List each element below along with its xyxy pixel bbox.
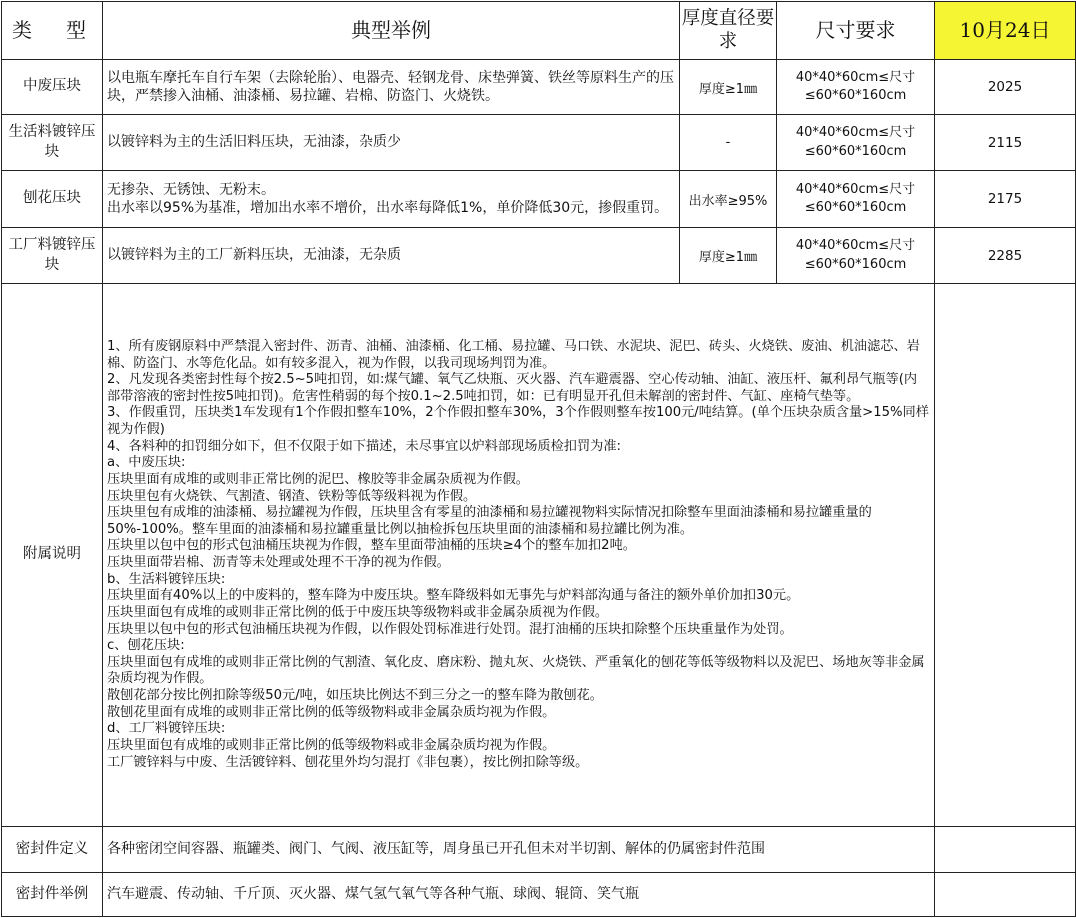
seal-definition-row <box>2 827 1076 873</box>
row-type: 中废压块 <box>2 60 103 115</box>
row-size-max: ≤60*60*160cm <box>804 256 907 272</box>
seal-examples-label: 密封件举例 <box>2 873 103 917</box>
seal-definition-price-cell <box>935 827 1076 873</box>
row-size-min: 40*40*60cm≤尺寸 <box>795 125 916 141</box>
notes-label: 附属说明 <box>2 284 103 827</box>
note-line: 压块里面有40%以上的中废料的，整车降为中废压块。整车降级料如无事先与炉料部沟通与备注的额外单价加扣30元。 <box>107 588 800 604</box>
header-type: 类 型 <box>2 2 103 60</box>
row-size-min: 40*40*60cm≤尺寸 <box>795 69 916 85</box>
note-line: 压块里面包有成堆的或则非正常比例的低等级物料或非金属杂质均视为作假。 <box>107 737 556 753</box>
note-line: 压块里包有火烧铁、气割渣、钢渣、铁粉等低等级料视为作假。 <box>107 488 477 504</box>
row-type: 刨花压块 <box>2 171 103 228</box>
note-line: 散刨花里面有成堆的或则非正常比例的低等级物料或非金属杂质均视为作假。 <box>107 704 556 720</box>
row-size-max: ≤60*60*160cm <box>804 143 907 159</box>
row-price: 2175 <box>935 171 1076 228</box>
row-type: 工厂料镀锌压块 <box>2 228 103 284</box>
row-price: 2025 <box>935 60 1076 115</box>
header-example: 典型举例 <box>103 2 680 60</box>
note-line: 3、作假重罚，压块类1车发现有1个作假扣整车10%，2个作假扣整车30%，3个作假则整车按100元/吨结算。(单个压块杂质含量>15%同样视为作假) <box>107 405 929 437</box>
row-thickness: - <box>680 115 777 171</box>
note-line: 压块里以包中包的形式包油桶压块视为作假，整车里面带油桶的压块≥4个的整车加扣2吨。 <box>107 538 636 554</box>
seal-examples-price-cell <box>935 873 1076 917</box>
table-row <box>2 228 1076 284</box>
row-thickness: 厚度≥1㎜ <box>680 60 777 115</box>
price-table <box>1 1 1076 917</box>
note-line: 4、各料种的扣罚细分如下，但不仅限于如下描述，未尽事宜以炉料部现场质检扣罚为准: <box>107 438 621 454</box>
note-line: 压块里面包有成堆的或则非正常比例的气割渣、氧化皮、磨床粉、抛丸灰、火烧铁、严重氧化的刨花等低等级物料以及泥巴、场地灰等非金属杂质均视为作假。 <box>107 654 925 687</box>
seal-definition-text: 各种密闭空间容器、瓶罐类、阀门、气阀、液压缸等，周身虽已开孔但未对半切割、解体的仍属密封件范围 <box>103 827 935 873</box>
table-row <box>2 115 1076 171</box>
notes-content <box>103 284 935 827</box>
row-size-min: 40*40*60cm≤尺寸 <box>795 238 916 254</box>
header-size: 尺寸要求 <box>777 2 935 60</box>
seal-examples-text: 汽车避震、传动轴、千斤顶、灭火器、煤气氢气氧气等各种气瓶、球阀、辊筒、笑气瓶 <box>103 873 935 917</box>
note-line: 压块里面带岩棉、沥青等未处理或处理不干净的视为作假。 <box>107 555 450 570</box>
row-price: 2285 <box>935 228 1076 284</box>
row-size <box>777 115 935 171</box>
row-size-max: ≤60*60*160cm <box>804 88 907 103</box>
note-line: 2、凡发现各类密封性每个按2.5~5吨扣罚，如:煤气罐、氧气乙炔瓶、灭火器、汽车避震器、空心传动轴、油缸、液压杆、氟利昂气瓶等(内部带溶液的密封性按5吨扣罚)。危害性稍弱的每个按0.1~2.5吨扣罚，如：已有明显开孔但未解剖的密封件、气缸、座椅气垫等。 <box>107 372 918 404</box>
note-line: b、生活料镀锌压块: <box>107 571 226 587</box>
row-size <box>777 228 935 284</box>
row-thickness: 厚度≥1㎜ <box>680 228 777 284</box>
note-line: a、中废压块: <box>107 455 186 471</box>
notes-price-cell <box>935 284 1076 827</box>
header-thickness: 厚度直径要求 <box>680 2 777 60</box>
header-date: 10月24日 <box>935 2 1076 60</box>
row-size-min: 40*40*60cm≤尺寸 <box>795 181 916 197</box>
note-line: 压块里面包有成堆的或则非正常比例的低于中废压块等级物料或非金属杂质视为作假。 <box>107 604 609 620</box>
note-line: 压块里包有成堆的油漆桶、易拉罐视为作假，压块里含有零星的油漆桶和易拉罐视物料实际情况扣除整车里面油漆桶和易拉罐重量的50%-100%。整车里面的油漆桶和易拉罐重量比例以抽检拆包压块里面的油漆桶和易拉罐比例为准。 <box>107 505 872 537</box>
seal-examples-row <box>2 873 1076 917</box>
row-size-max: ≤60*60*160cm <box>804 200 907 215</box>
note-line: 压块里面有成堆的或则非正常比例的泥巴、橡胶等非金属杂质视为作假。 <box>107 471 529 487</box>
note-line: 压块里以包中包的形式包油桶压块视为作假，以作假处罚标准进行处罚。混打油桶的压块扣除整个压块重量作为处罚。 <box>107 621 793 637</box>
note-line: d、工厂料镀锌压块: <box>107 721 226 737</box>
table-row <box>2 60 1076 115</box>
note-line: c、刨花压块: <box>107 638 185 654</box>
row-type: 生活料镀锌压块 <box>2 115 103 171</box>
row-thickness: 出水率≥95% <box>680 171 777 228</box>
note-line: 散刨花部分按比例扣除等级50元/吨，如压块比例达不到三分之一的整车降为散刨花。 <box>107 688 603 703</box>
seal-definition-label: 密封件定义 <box>2 827 103 873</box>
row-desc: 以电瓶车摩托车自行车架（去除轮胎）、电器壳、轻钢龙骨、床垫弹簧、铁丝等原料生产的压块，严禁掺入油桶、油漆桶、易拉罐、岩棉、防盗门、火烧铁。 <box>103 60 680 115</box>
row-desc: 以镀锌料为主的生活旧料压块，无油漆，杂质少 <box>103 115 680 171</box>
row-size <box>777 60 935 115</box>
row-desc: 无掺杂、无锈蚀、无粉末。 出水率以95%为基准，增加出水率不增价，出水率每降低1%，单价降低30元，掺假重罚。 <box>103 171 680 228</box>
row-desc: 以镀锌料为主的工厂新料压块，无油漆，无杂质 <box>103 228 680 284</box>
table-row <box>2 171 1076 228</box>
row-size <box>777 171 935 228</box>
note-line: 1、所有废钢原料中严禁混入密封件、沥青、油桶、油漆桶、化工桶、易拉罐、马口铁、水泥块、泥巴、砖头、火烧铁、废油、机油滤芯、岩棉、防盗门、水等危化品。如有较多混入，视为作假，以我司现场判罚为准。 <box>107 338 920 371</box>
row-price: 2115 <box>935 115 1076 171</box>
notes-row <box>2 284 1076 827</box>
note-line: 工厂镀锌料与中废、生活镀锌料、刨花里外均匀混打《非包裹），按比例扣除等级。 <box>107 754 589 770</box>
header-row <box>2 2 1076 60</box>
